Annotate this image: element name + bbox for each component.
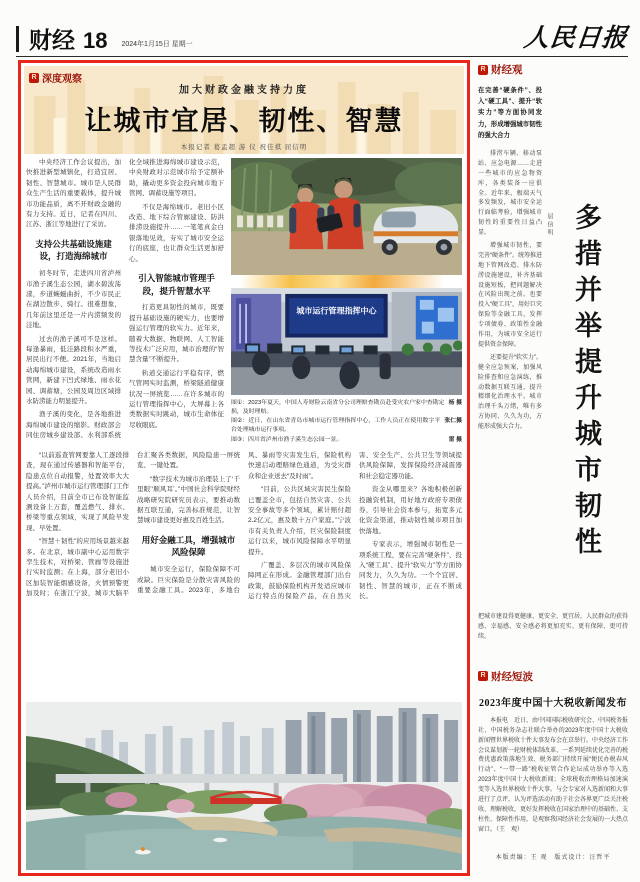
section-name: 财经	[29, 28, 75, 53]
subhead-1: 支持公共基础设施建设，打造海绵城市	[35, 238, 112, 262]
briefs-section	[478, 669, 628, 861]
decorative-swoosh	[231, 275, 462, 288]
article-kicker: 加大财政金融支持力度	[179, 85, 309, 96]
article-body	[24, 154, 464, 870]
article-bottom-columns	[26, 451, 462, 697]
paragraph: 城市安全运行，保险保障不可或缺。巨灾保险是分散灾害风险的重要金融工具。2023年，多地台风、暴雨等灾害发生后，保险机构快速启动理赔绿色通道，为受灾群众和企业送去“及时雨”。	[137, 452, 351, 595]
paragraph: 还要提升“软实力”。健全应急预案，加强风险排查和应急演练，推动数据互联互通，提升精细化治理水平。城市治理千头万绪，唯有多方协同、久久为功，方能形成强大合力。	[478, 354, 542, 431]
photo-3-eco-park-cityscape	[26, 702, 462, 870]
paragraph: 渔子溪的变化，是各地推进海绵城市建设的缩影。财政部会同住房城乡建设部、水利部系统化全域推进海绵城市建设示范，中央财政对示范城市给予定额补助，撬动更多资金投向城市地下管网、调蓄设施等项目。	[26, 159, 224, 440]
photo-1-claims-surveyors	[231, 158, 462, 275]
commentary-content	[478, 85, 628, 607]
caption-3-text: 图③：四川省泸州市渔子溪生态公园一景。	[231, 437, 343, 444]
column-label-text: 深度观察	[42, 74, 82, 85]
photo-captions	[231, 399, 462, 446]
caption-2-credit: 张仁摄	[444, 418, 462, 425]
column-label-text: 财经短波	[491, 670, 533, 683]
caption-3-credit: 雷 摄	[448, 437, 462, 444]
paragraph: 广覆盖、多层次的城市风险保障网正在形成。金融管理部门出台政策，鼓励保险机构开发适应城市运行特点的保险产品，在自然灾害、安全生产、公共卫生等领域提供风险保障，发挥保险经济减震器和社会稳定器功能。	[248, 452, 462, 601]
paragraph: 初冬时节，走进四川省泸州市渔子溪生态公园，湖水碧波荡漾，步道蜿蜒曲折，不少市民正在湖边散步、骑行。很难想象，几年前这里还是一片内涝频发的洼地。	[26, 270, 121, 330]
commentary-intro: 在完善“硬条件”、投入“硬工具”、提升“软实力”等方面协同发力，形成增强城市韧性的强大合力	[478, 87, 542, 139]
caption-1-text: 图①：2023年夏天，中国人寿财险云南省分公司理赔查勘员赴受灾农户家中查勘定损，及时理赔。	[231, 399, 445, 415]
article-byline: 本报记者 葛孟超 游 仪 祝佳祺 屈信明	[180, 144, 308, 151]
paragraph: 排涝车辆、移动泵站、应急电源……走进一些城市的应急物资库，各类装备一应俱全。近年来，极端天气多发频发，城市安全运行面临考验，增强城市韧性的重要性日益凸显。	[478, 151, 542, 237]
page-credits: 本版责编：王 观 版式设计：汪哲平	[495, 855, 611, 862]
photo-2-illustration	[231, 288, 462, 395]
commentary-section	[478, 62, 628, 643]
paragraph: “以前巡查管网要靠人工逐段排查，现在通过传感器和智能平台，隐患点位自动报警，处置效率大大提高。”泸州市城市运行管理部门工作人员介绍，目前全市已布设智能监测设备上万套，覆盖燃气、排水、桥梁等重点领域，实现了风险早发现、早处置。	[26, 452, 129, 532]
paragraph: 增强城市韧性，要完善“硬条件”。统筹推进地下管网改造、排水防涝设施建设，补齐基础设施短板，把问题解决在风险出现之前。也要投入“硬工具”，用好巨灾保险等金融工具，发挥专项债券、政策性金融作用，为城市安全运行提供资金保障。	[478, 243, 542, 348]
paragraph: 中央经济工作会议提出，加快推进新型城镇化，打造宜居、韧性、智慧城市。城市是人民群众生产生活的重要载体，提升城市功能品质，离不开财政金融的有力支持。近日，记者在四川、江苏、浙江等地进行了采访。	[26, 159, 121, 229]
masthead-logo: 人民日报	[522, 23, 630, 52]
feature-banner	[24, 66, 464, 154]
commentary-author: 屈信明	[546, 213, 552, 237]
caption-1	[231, 399, 462, 417]
paragraph: 打造更具韧性的城市，既要提升基础设施的硬实力，也要增强运行管理的软实力。近年来，随着大数据、物联网、人工智能等技术广泛应用，城市治理的“智慧含量”不断提升。	[129, 304, 224, 364]
r-badge-icon: R	[478, 671, 488, 681]
page-number: 18	[83, 28, 108, 53]
caption-2	[231, 417, 462, 435]
briefs-headline: 2023年度中国十大税收新闻发布	[479, 697, 627, 709]
r-badge-icon: R	[29, 73, 39, 83]
paragraph: 不仅是海绵城市。老旧小区改造、地下综合管廊建设、防洪排涝设施提升……一笔笔真金白银落地见效，夯实了城市安全运行的底座，也让群众生活更加舒心。	[129, 203, 224, 263]
paragraph: 专家表示，增强城市韧性是一项系统工程，要在完善“硬条件”、投入“硬工具”、提升“软实力”等方面协同发力，久久为功。一个个宜居、韧性、智慧的城市，正在不断成长。	[359, 541, 462, 601]
paragraph: 过去的渔子溪可不是这样。每逢暴雨，低洼路段积水严重，居民出行不便。2021年，当地启动海绵城市建设，系统改造雨水管网，新建下凹式绿地、雨水花园、调蓄塘，公园及周边区域排水防涝能力明显提升。	[26, 335, 121, 405]
article-top-section	[26, 158, 462, 446]
paragraph: 本报电 近日，由中国国际税收研究会、中国税务报社、中国税务杂志社联合举办的2023年度中国十大税收新闻暨世界税收十件大事发布会在京举行。中央经济工作会议谋划新一轮财税体制改革、一系列延续优化完善的税费优惠政策落地生效、税务部门持续开展“便民办税春风行动”、“一带一路”税收征管合作论坛成功举办等入选2023年度中国十大税收新闻；全球税收治理格局加速演变等入选世界税收十件大事。与会专家对入选新闻和大事进行了点评，认为评选活动有助于社会各界更广泛关注税收、理解税收，更好发挥税收在国家治理中的基础性、支柱性、保障性作用，是观察我国经济社会发展的一大热点窗口。（王 观）	[478, 717, 629, 834]
paragraph: “数字技术为城市治理装上了‘千里眼’‘顺风耳’。”中国社会科学院财经战略研究院研究员表示，要推动数据互联互通，完善标准规范，让智慧城市建设更好惠及百姓生活。	[137, 475, 240, 525]
subhead-3: 用好金融工具，增强城市风险保障	[141, 534, 236, 558]
caption-3	[231, 436, 462, 445]
article-headline: 让城市宜居、韧性、智慧	[84, 106, 404, 136]
right-sidebar	[478, 62, 628, 861]
column-label-finance-briefs	[478, 669, 628, 684]
photo-3-illustration	[26, 702, 462, 870]
commentary-vertical-headline: 多措并举提升城市韧性	[571, 203, 601, 563]
section-title-block	[16, 26, 193, 56]
paragraph: “目前，公共区域灾害民生保险已覆盖全市，包括自然灾害、公共安全事故等多个领域，累计赔付超2.2亿元，惠及数十万户家庭。”宁波市有关负责人介绍，巨灾保险制度运行以来，城市风险保障水平明显提升。	[248, 486, 351, 556]
page-header	[16, 16, 628, 57]
subhead-2: 引入智能城市管理手段，提升智慧水平	[138, 272, 215, 296]
photo-1-illustration	[231, 158, 462, 275]
page-date: 2024年1月15日 星期一	[121, 41, 193, 48]
photo-2-command-center	[231, 288, 462, 395]
paragraph: 资金从哪里来？各地积极创新投融资机制，用好地方政府专项债券，引导社会资本参与，拓宽多元化资金渠道，推动韧性城市项目加快落地。	[359, 486, 462, 535]
commentary-body	[478, 150, 542, 433]
caption-1-credit: 杨 摄	[448, 399, 462, 406]
caption-2-text: 图②：近日，在山东省青岛市城市运行管理指挥中心，工作人员正在使用数字平台处理城市运行事项。	[231, 418, 441, 434]
briefs-body	[478, 717, 628, 836]
photo-stack	[231, 158, 462, 446]
paragraph: 轨道交通运行平稳有序，燃气管网实时监测，桥梁隧道健康状况一屏统览……在许多城市的运行管理指挥中心，大屏幕上各类数据实时跳动，城市生命体征尽收眼底。	[129, 369, 224, 429]
deep-watch-feature-box	[18, 60, 470, 876]
r-badge-icon: R	[478, 65, 488, 75]
column-label-finance-view	[478, 62, 628, 77]
paragraph: “智慧＋韧性”的应用场景越来越多。在北京，城市副中心运用数字孪生技术，对桥梁、管廊等设施进行实时监测；在上海，部分老旧小区加装智能烟感设备，火情预警更加及时；在浙江宁波，城市大脑平台汇聚各类数据，风险隐患一屏统览、一键处置。	[26, 452, 240, 598]
article-top-columns	[26, 158, 224, 446]
command-center-screen-label: 城市运行管理指挥中心	[296, 306, 377, 316]
section-corner-mark	[16, 26, 19, 52]
commentary-tail: 把城市建设得更健康、更安全、更宜居，人民群众的获得感、幸福感、安全感必将更加充实、更有保障、更可持续。	[478, 614, 629, 640]
column-label-text: 财经观	[491, 64, 523, 76]
